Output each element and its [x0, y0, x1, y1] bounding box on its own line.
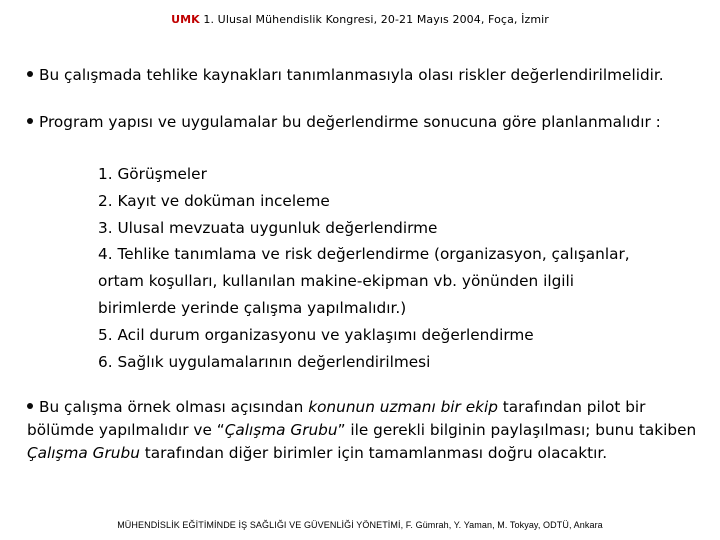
step-line: 1. Görüşmeler [98, 165, 207, 183]
emphasis-working-group: Çalışma Grubu [224, 421, 338, 439]
bullet-text-1: Bu çalışmada tehlike kaynakları tanımlanmasıyla olası riskler değerlendirilmelidir. [39, 66, 664, 84]
bullet-text-3-part3: ” ile gerekli bilginin paylaşılması; bunu takiben [337, 421, 697, 439]
bullet-icon [27, 403, 33, 409]
step-line: birimlerde yerinde çalışma yapılmalıdır.) [98, 298, 407, 317]
step-line: 6. Sağlık uygulamalarının değerlendirilmesi [98, 352, 431, 371]
bullet-icon [27, 118, 33, 124]
emphasis-working-group-2: Çalışma Grubu [27, 444, 140, 462]
bullet-text-3-part4: tarafından diğer birimler için tamamlanması doğru olacaktır. [139, 444, 608, 462]
step-line: 3. Ulusal mevzuata uygunluk değerlendirme [98, 218, 438, 237]
conference-logo: UMK [171, 13, 200, 26]
bullet-text-3-part1: Bu çalışma örnek olması açısından [39, 398, 309, 416]
step-line: ortam koşulları, kullanılan makine-ekipman vb. yönünden ilgili [98, 272, 575, 291]
step-line: 2. Kayıt ve doküman inceleme [98, 191, 330, 210]
bullet-text-3-part2: tarafından pilot bir bölümde yapılmalıdır ve “ [27, 398, 646, 439]
numbered-step-list [98, 161, 698, 375]
emphasis-expert-team: konunun uzmanı bir ekip [308, 398, 498, 416]
step-line: 5. Acil durum organizasyonu ve yaklaşımı değerlendirme [98, 325, 534, 344]
slide-footer: MÜHENDİSLİK EĞİTİMİNDE İŞ SAĞLIĞI VE GÜVENLİĞİ YÖNETİMİ, F. Gümrah, Y. Yaman, M. Tokyay, ODTÜ, Ankara [117, 520, 603, 530]
step-line: 4. Tehlike tanımlama ve risk değerlendirme (organizasyon, çalışanlar, [98, 245, 630, 264]
bullet-item-1 [27, 64, 707, 86]
conference-title: 1. Ulusal Mühendislik Kongresi, 20-21 Mayıs 2004, Foça, İzmir [203, 13, 549, 26]
bullet-icon [27, 71, 33, 77]
bullet-text-2: Program yapısı ve uygulamalar bu değerlendirme sonucuna göre planlanmalıdır : [39, 113, 661, 131]
slide-header [0, 13, 720, 26]
bullet-item-3 [27, 396, 717, 465]
bullet-item-2 [27, 111, 707, 133]
